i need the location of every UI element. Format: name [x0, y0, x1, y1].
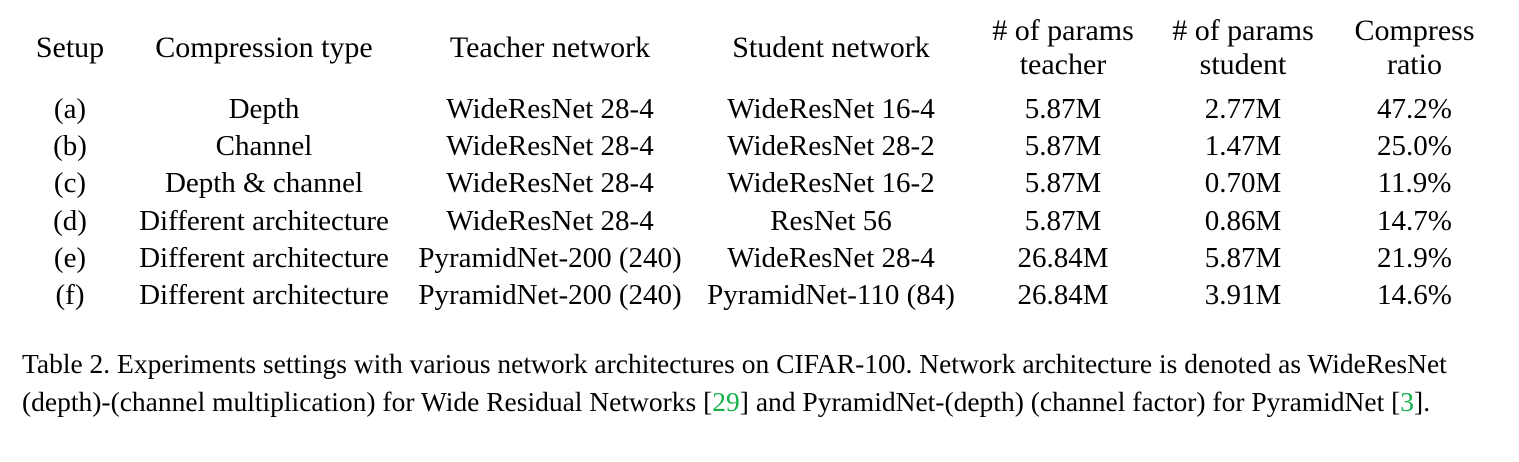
cell-compress-ratio: 14.6%: [1377, 278, 1452, 311]
cell-student-network: PyramidNet-110 (84): [707, 278, 955, 311]
cell-teacher-network: WideResNet 28-4: [446, 204, 654, 237]
table-row: [22, 277, 1497, 314]
citation-link-29[interactable]: 29: [712, 385, 740, 417]
cell-teacher-network: PyramidNet-200 (240): [418, 241, 682, 274]
cell-student-network: WideResNet 28-2: [727, 130, 935, 163]
table-bottom-gap: [22, 314, 1497, 323]
cell-compression-type: Different architecture: [139, 241, 389, 274]
column-header-setup: [22, 14, 118, 81]
column-header-student-network: [690, 14, 972, 81]
cell-setup: (b): [53, 130, 87, 163]
column-header-compress-ratio-line2: ratio: [1387, 47, 1442, 81]
cell-params-student: 0.86M: [1204, 204, 1282, 237]
cell-compression-type: Depth: [228, 93, 300, 126]
cell-setup: (d): [53, 204, 87, 237]
cell-setup: (c): [53, 167, 87, 200]
column-header-compress-ratio: [1332, 14, 1497, 81]
cell-params-teacher: 5.87M: [1024, 204, 1102, 237]
cell-params-student: 3.91M: [1204, 278, 1282, 311]
cell-compression-type: Channel: [215, 130, 313, 163]
cell-teacher-network: WideResNet 28-4: [446, 167, 654, 200]
column-header-student-network-line1: Student network: [732, 30, 930, 64]
cell-params-student: 5.87M: [1204, 241, 1282, 274]
caption-text-part2: ] and PyramidNet-(depth) (channel factor) for PyramidNet [: [739, 385, 1401, 417]
cell-params-student: 1.47M: [1204, 130, 1282, 163]
column-header-params-teacher: [972, 14, 1154, 81]
citation-link-3[interactable]: 3: [1400, 385, 1415, 417]
cell-teacher-network: WideResNet 28-4: [446, 93, 654, 126]
column-header-teacher-network-line1: Teacher network: [449, 30, 651, 64]
table-caption: [22, 345, 1497, 421]
cell-params-teacher: 26.84M: [1017, 241, 1109, 274]
cell-params-teacher: 26.84M: [1017, 278, 1109, 311]
cell-student-network: WideResNet 16-2: [727, 167, 935, 200]
column-header-compression-type-line1: Compression type: [155, 30, 373, 64]
table-header-row: [22, 14, 1497, 81]
column-header-teacher-network: [410, 14, 690, 81]
column-header-params-student: [1154, 14, 1332, 81]
caption-text-part3: ].: [1414, 385, 1431, 417]
cell-params-student: 2.77M: [1204, 93, 1282, 126]
column-header-compression-type: [118, 14, 410, 81]
table-row: [22, 165, 1497, 202]
column-header-params-teacher-line2: teacher: [1019, 47, 1107, 81]
table-header: [22, 14, 1497, 91]
table-row: [22, 128, 1497, 165]
table-row: [22, 240, 1497, 277]
cell-params-teacher: 5.87M: [1024, 93, 1102, 126]
cell-compression-type: Different architecture: [139, 204, 389, 237]
cell-compression-type: Depth & channel: [164, 167, 364, 200]
cell-compress-ratio: 25.0%: [1377, 130, 1452, 163]
column-header-params-student-line1: # of params: [1172, 14, 1314, 47]
cell-compression-type: Different architecture: [139, 278, 389, 311]
cell-compress-ratio: 11.9%: [1377, 167, 1452, 200]
table-header-gap: [22, 81, 1497, 91]
cell-params-teacher: 5.87M: [1024, 167, 1102, 200]
column-header-setup-line1: Setup: [35, 30, 105, 64]
cell-teacher-network: PyramidNet-200 (240): [418, 278, 682, 311]
cell-teacher-network: WideResNet 28-4: [446, 130, 654, 163]
cell-compress-ratio: 14.7%: [1377, 204, 1452, 237]
cell-compress-ratio: 21.9%: [1377, 241, 1452, 274]
cell-params-student: 0.70M: [1204, 167, 1282, 200]
experiments-settings-table: [22, 14, 1497, 323]
column-header-params-teacher-line1: # of params: [992, 14, 1134, 47]
cell-setup: (a): [53, 93, 87, 126]
cell-setup: (e): [53, 241, 87, 274]
table-body: [22, 91, 1497, 323]
table-figure-container: [0, 14, 1519, 462]
column-header-compress-ratio-line1: Compress: [1354, 14, 1475, 47]
caption-text-part1: Table 2. Experiments settings with various network architectures on CIFAR-100. Network architecture is denoted as WideResNet (depth)-(channel multiplication) for Wide Residual Networks [: [22, 347, 1447, 417]
cell-student-network: WideResNet 28-4: [727, 241, 935, 274]
cell-student-network: ResNet 56: [770, 204, 892, 237]
cell-setup: (f): [55, 278, 85, 311]
table-row: [22, 203, 1497, 240]
cell-student-network: WideResNet 16-4: [727, 93, 935, 126]
column-header-params-student-line2: student: [1199, 47, 1287, 81]
cell-params-teacher: 5.87M: [1024, 130, 1102, 163]
table-row: [22, 91, 1497, 128]
cell-compress-ratio: 47.2%: [1377, 93, 1452, 126]
